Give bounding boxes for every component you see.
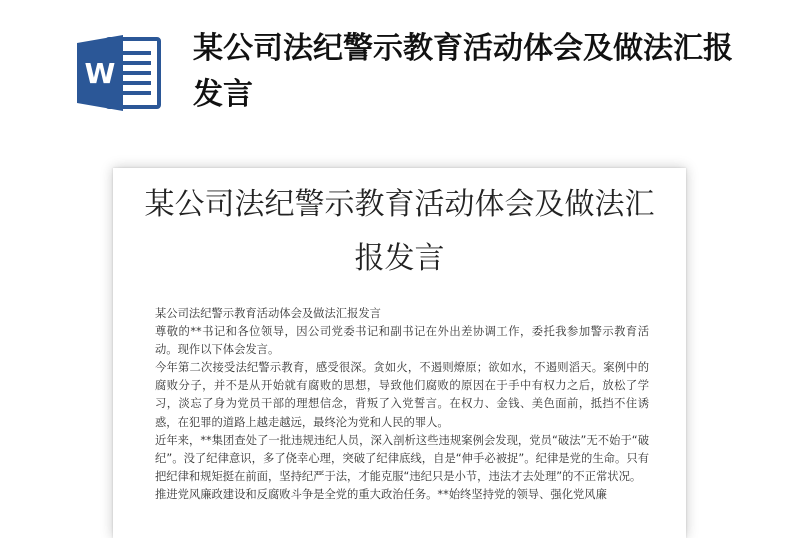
word-icon-letter: W bbox=[84, 57, 116, 90]
paragraph: 某公司法纪警示教育活动体会及做法汇报发言 bbox=[155, 307, 381, 320]
word-document-icon bbox=[77, 33, 163, 113]
paragraph: 近年来，**集团查处了一批违规违纪人员，深入剖析这些违规案例会发现，党员“破法”无不始于“破纪”。没了纪律意识，多了侥幸心理，突破了纪律底线，自是“伸手必被捉”。纪律是党的生命。只有把纪律和规矩挺在前面，坚持纪严于法，才能克服“违纪只是小节，违法才去处理”的不正常状况。 bbox=[155, 433, 649, 483]
paragraph: 尊敬的**书记和各位领导，因公司党委书记和副书记在外出差协调工作，委托我参加警示教育活动。现作以下体会发言。 bbox=[155, 325, 649, 357]
paragraph: 推进党风廉政建设和反腐败斗争是全党的重大政治任务。**始终坚持党的领导、强化党风廉 bbox=[155, 487, 607, 501]
page-title: 某公司法纪警示教育活动体会及做法汇报发言 bbox=[193, 31, 733, 112]
document-body bbox=[155, 305, 649, 504]
document-page bbox=[113, 168, 686, 538]
header-banner bbox=[0, 0, 800, 150]
document-title: 某公司法纪警示教育活动体会及做法汇报发言 bbox=[144, 187, 655, 276]
paragraph: 今年第二次接受法纪警示教育，感受很深。贪如火，不遏则燎原；欲如水，不遏则滔天。案例中的腐败分子，并不是从开始就有腐败的思想，导致他们腐败的原因在于手中有权力之后，放松了学习，淡忘了身为党员干部的理想信念，背叛了入党誓言。在权力、金钱、美色面前，抵挡不住诱惑，在犯罪的道路上越走越远，最终沦为党和人民的罪人。 bbox=[155, 361, 649, 429]
